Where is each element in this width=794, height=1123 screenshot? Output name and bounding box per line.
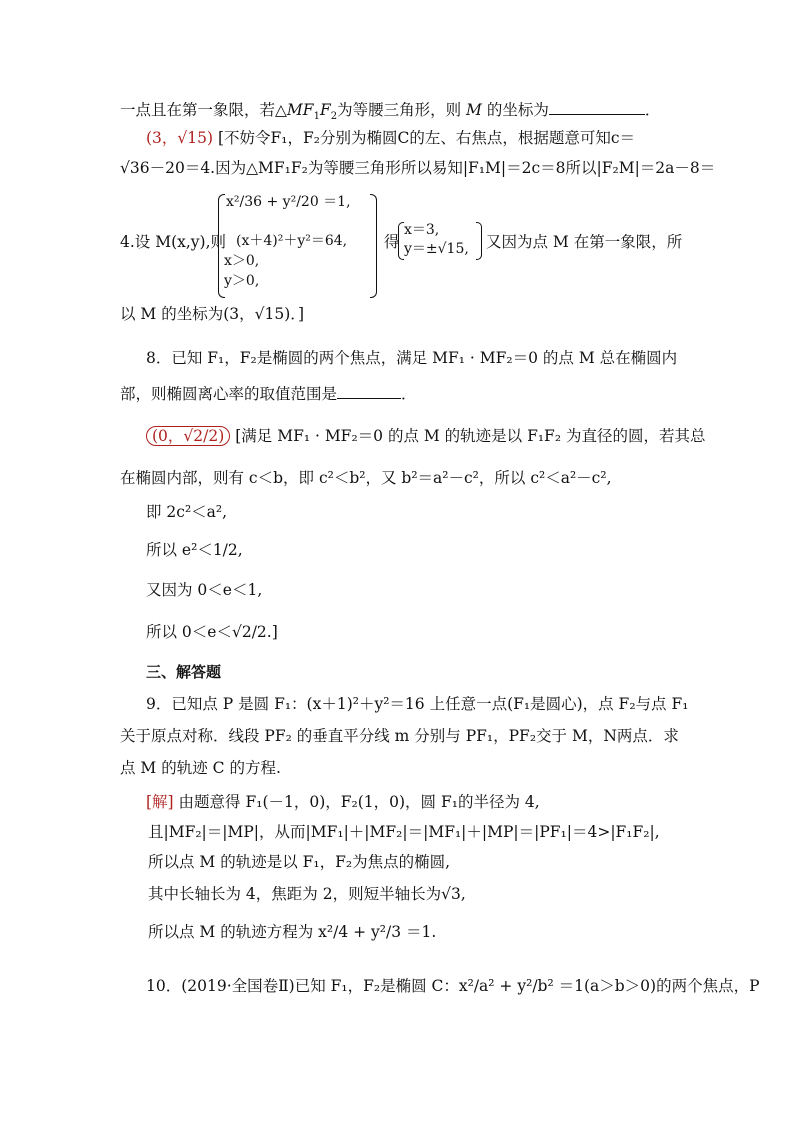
result-x: x＝3, [404,222,440,238]
q10-stem-line1: 10．(2019·全国卷Ⅱ)已知 F₁，F₂是椭圆 C：x²/a² + y²/b² ＝1(a＞b＞0)的两个焦点，P [146,977,760,995]
q9-stem-line3: 点 M 的轨迹 C 的方程. [120,759,281,777]
q8-solution-line4: 所以 e²＜1/2, [146,541,243,559]
system-eq3: x＞0, [224,253,260,269]
system-brace-right [370,194,377,298]
q8-solution-line3: 即 2c²＜a², [146,503,228,521]
q9-stem-line2: 关于原点对称．线段 PF₂ 的垂直平分线 m 分别与 PF₁，PF₂交于 M，N两点．求 [120,727,679,745]
q8-stem-line2: 部，则椭圆离心率的取值范围是 ． [120,385,417,403]
section-heading: 三、解答题 [146,663,222,681]
q8-solution-line6: 所以 0＜e＜√2/2.] [146,623,278,641]
q8-answer: (0，√2/2) [146,426,230,446]
jie-label: [解] [146,793,174,811]
q7-solution-line3-post: 又因为点 M 在第一象限，所 [486,233,683,251]
q9-stem-line1: 9．已知点 P 是圆 F₁：(x＋1)²＋y²＝16 上任意一点(F₁是圆心)，点 F₂与点 F₁ [146,695,689,713]
q7-solution-line2: √36－20＝4.因为△MF₁F₂为等腰三角形所以易知|F₁M|＝2c＝8所以|F₂M|＝2a－8＝ [120,159,716,177]
system-eq2: (x＋4)²＋y²＝64, [236,233,348,249]
answer-blank [549,100,645,115]
q9-solution-line3: 所以点 M 的轨迹是以 F₁，F₂为焦点的椭圆, [148,853,451,871]
q8-solution-line5: 又因为 0＜e＜1, [146,581,263,599]
q7-solution-line4: 以 M 的坐标为(3，√15)．] [120,305,305,323]
q8-answer-blank [337,384,401,399]
q8-stem-line1: 8．已知 F₁，F₂是椭圆的两个焦点，满足 MF₁ · MF₂＝0 的点 M 总在椭圆内 [146,349,678,367]
q7-solution-line3-pre: 4.设 M(x,y),则 [120,233,227,251]
system-eq4: y＞0, [224,273,260,289]
result-brace-right [476,222,482,260]
system-eq1: x²/36 + y²/20 ＝1, [226,194,351,210]
q9-solution-line5: 所以点 M 的轨迹方程为 x²/4 + y²/3 ＝1. [148,923,437,941]
q9-solution-line4: 其中长轴长为 4，焦距为 2，则短半轴长为√3, [148,885,466,903]
q7-line1: 一点且在第一象限，若$\triangle MF_1F_2$为等腰三角形，则 M 的坐标为 ． [120,101,661,123]
q7-de: 得 [384,233,400,251]
q8-solution-line1: (0，√2/2) [满足 MF₁ · MF₂＝0 的点 M 的轨迹是以 F₁F₂ 为直径的圆，若其总 [146,426,705,446]
q9-solution-line2: 且|MF₂|＝|MP|，从而|MF₁|＋|MF₂|＝|MF₁|＋|MP|＝|PF₁|＝4>|F₁F₂|, [148,823,660,841]
result-y: y＝±√15, [404,241,469,257]
q8-solution-line2: 在椭圆内部，则有 c＜b，即 c²＜b²，又 b²＝a²－c²，所以 c²＜a²－c², [120,469,612,487]
q9-solution-line1: [解] 由题意得 F₁(－1，0)，F₂(1，0)，圆 F₁的半径为 4, [146,793,540,811]
q7-answer: (3，√15) [146,129,214,147]
q7-solution-line1: (3，√15) [不妨令F₁，F₂分别为椭圆C的左、右焦点，根据题意可知c＝ [146,129,636,147]
